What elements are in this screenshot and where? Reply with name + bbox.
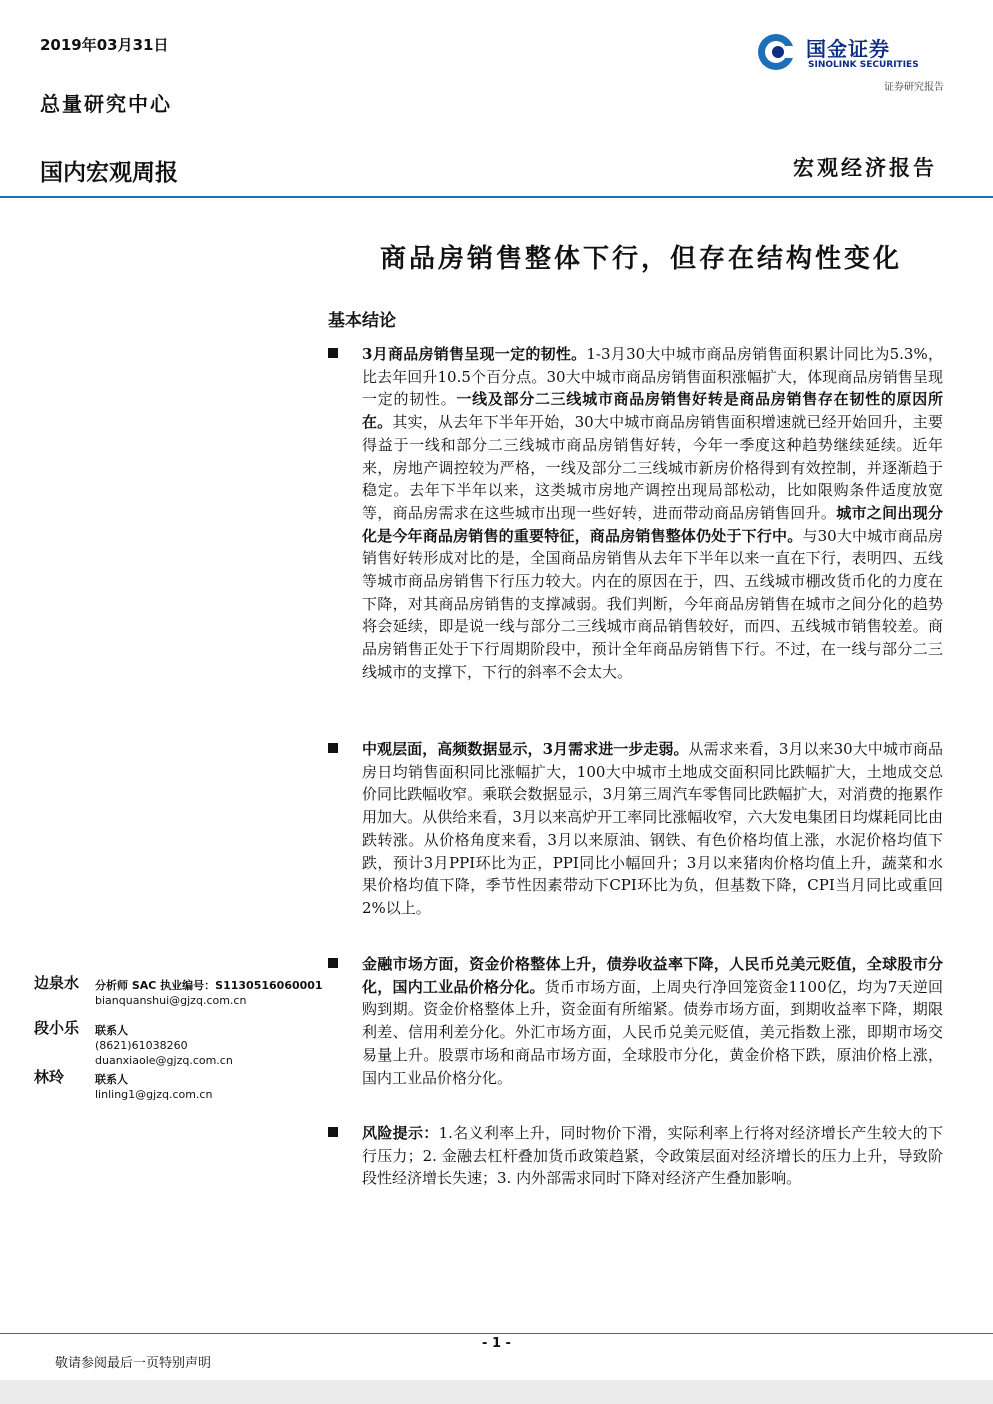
report-series: 国内宏观周报 (40, 160, 178, 186)
section-heading: 基本结论 (328, 311, 396, 331)
paragraph-bold: 一线及部分二三线城市商品房销售好转是商品房销售存在韧性的原因所在。 (362, 390, 943, 432)
analyst-role: 联系人 (95, 1024, 128, 1037)
paragraph-body (362, 738, 943, 920)
bullet-icon (328, 958, 338, 968)
page-number: - 1 - (482, 1336, 511, 1351)
analyst-role: 分析师 SAC 执业编号：S1130516060001 (95, 979, 323, 992)
report-category: 证券研究报告 (884, 82, 944, 93)
report-date: 2019年03月31日 (40, 36, 169, 54)
analyst-name: 边泉水 (34, 974, 80, 992)
bullet-icon (328, 743, 338, 753)
analyst-role: 联系人 (95, 1073, 128, 1086)
paragraph-body (362, 953, 943, 1089)
paragraph-text: 货币市场方面，上周央行净回笼资金1100亿，均为7天逆回购到期。资金价格整体上升，资金面有所缩紧。债券市场方面，到期收益率下降，期限利差、信用利差分化。外汇市场方面，人民币兑美元贬值，美元指数上涨，即期市场交易量上升。股票市场和商品市场方面，全球股市分化，黄金价格下跌，原油价格上涨，国内工业品价格分化。 (362, 977, 943, 1087)
company-logo (756, 32, 946, 76)
paragraph-bold: 城市之间出现分化是今年商品房销售的重要特征，商品房销售整体仍处于下行中。 (362, 503, 943, 545)
paragraph-text: 1.名义利率上升，同时物价下滑，实际利率上行将对经济增长产生较大的下行压力；2. 金融去杠杆叠加货币政策趋紧，令政策层面对经济增长的压力上升，导致阶段性经济增长失速；3. 内外部需求同时下降对经济产生叠加影响。 (362, 1124, 943, 1188)
header-divider (0, 196, 993, 198)
paragraph-meso (328, 738, 943, 920)
paragraph-text: 其实，从去年下半年开始，30大中城市商品房销售面积增速就已经开始回升，主要得益于一线和部分二三线城市商品房销售好转，今年一季度这种趋势继续延续。近年来，房地产调控较为严格，一线及部分二三线城市新房价格得到有效控制，并逐渐趋于稳定。去年下半年以来，这类城市房地产调控出现局部松动，比如限购条件适度放宽等，商品房需求在这些城市出现一些好转，进而带动商品房销售回升。 (362, 413, 943, 522)
analyst-name: 林玲 (34, 1068, 65, 1086)
company-name-en: SINOLINK SECURITIES (808, 60, 919, 70)
analyst-info (95, 1023, 233, 1068)
paragraph-text: 从需求来看，3月以来30大中城市商品房日均销售面积同比涨幅扩大，100大中城市土地成交面积同比跌幅扩大，土地成交总价同比跌幅收窄。乘联会数据显示，3月第三周汽车零售同比跌幅扩大，对消费的拖累作用加大。从供给来看，3月以来高炉开工率同比涨幅收窄，六大发电集团日均煤耗同比由跌转涨。从价格角度来看，3月以来原油、钢铁、有色价格均值上涨，水泥价格均值下跌，预计3月PPI环比为正，PPI同比小幅回升；3月以来猪肉价格均值上升，蔬菜和水果价格均值下降，季节性因素带动下CPI环比为负，但基数下降，CPI当月同比或重回2%以上。 (362, 740, 943, 917)
paragraph-lead: 中观层面，高频数据显示，3月需求进一步走弱。 (362, 740, 689, 758)
analyst-email: bianquanshui@gjzq.com.cn (95, 994, 247, 1007)
footer-bar (0, 1380, 993, 1404)
paragraph-financial (328, 953, 943, 1089)
research-center: 总量研究中心 (40, 92, 172, 116)
paragraph-body (362, 1122, 943, 1190)
bullet-icon (328, 1127, 338, 1137)
bullet-icon (328, 348, 338, 358)
footer-divider (0, 1333, 993, 1334)
paragraph-risk (328, 1122, 943, 1190)
paragraph-text: 与30大中城市商品房销售好转形成对比的是，全国商品房销售从去年下半年以来一直在下行，表明四、五线等城市商品房销售下行压力较大。内在的原因在于，四、五线城市棚改货币化的力度在下降，对其商品房销售的支撑减弱。我们判断，今年商品房销售在城市之间分化的趋势将会延续，即是说一线与部分二三线城市商品销售较好，而四、五线城市销售较差。商品房销售正处于下行周期阶段中，预计全年商品房销售下行。不过，在一线与部分二三线城市的支撑下，下行的斜率不会太大。 (362, 526, 943, 681)
analyst-name: 段小乐 (34, 1019, 80, 1037)
company-name-cn: 国金证券 (806, 37, 890, 61)
analyst-info (95, 1072, 212, 1102)
disclaimer-note: 敬请参阅最后一页特别声明 (55, 1356, 212, 1371)
paragraph-lead: 风险提示： (362, 1124, 439, 1142)
paragraph-housing (328, 343, 943, 684)
report-type: 宏观经济报告 (793, 155, 937, 180)
analyst-phone: (8621)61038260 (95, 1039, 188, 1052)
report-title: 商品房销售整体下行，但存在结构性变化 (379, 244, 902, 274)
analyst-email: duanxiaole@gjzq.com.cn (95, 1054, 233, 1067)
analyst-info (95, 978, 323, 1008)
paragraph-body (362, 343, 943, 684)
paragraph-lead: 金融市场方面，资金价格整体上升，债券收益率下降，人民币兑美元贬值，全球股市分化，国内工业品价格分化。 (362, 955, 943, 996)
paragraph-lead: 3月商品房销售呈现一定的韧性。 (362, 345, 587, 363)
analyst-email: linling1@gjzq.com.cn (95, 1088, 213, 1101)
paragraph-text: 1-3月30大中城市商品房销售面积累计同比为5.3%，比去年回升10.5个百分点。30大中城市商品房销售面积涨幅扩大，体现商品房销售呈现一定的韧性。 (362, 345, 943, 409)
sinolink-logo-icon (756, 32, 796, 72)
